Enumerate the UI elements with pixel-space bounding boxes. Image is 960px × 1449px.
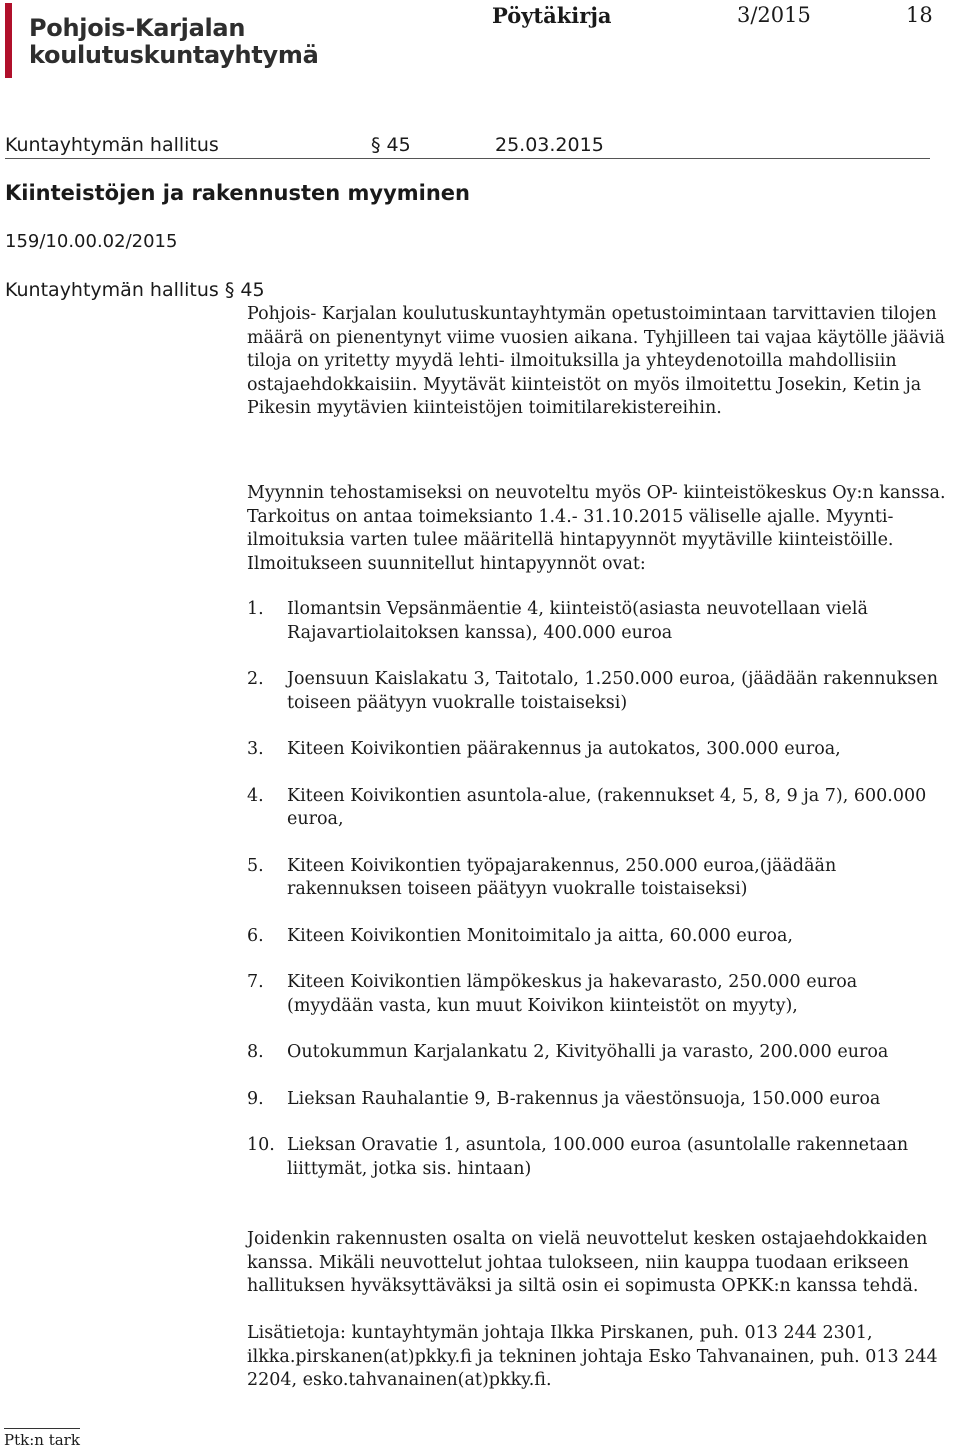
paragraph-negotiations: Joidenkin rakennusten osalta on vielä neuvottelut kesken ostajaehdokkaiden kanssa. Mikäli neuvottelut johtaa tulokseen, niin kauppa tuodaan erikseen hallituksen hyväksyttäväksi ja siltä osin ei sopimusta OPKK:n kanssa tehdä.	[247, 1229, 928, 1296]
list-item-number: 5.	[247, 855, 264, 876]
list-item-text: Kiteen Koivikontien Monitoimitalo ja aitta, 60.000 euroa,	[287, 925, 793, 946]
list-item-number: 9.	[247, 1088, 264, 1109]
list-item	[247, 598, 947, 645]
list-item	[247, 1134, 947, 1181]
meeting-date: 25.03.2015	[495, 134, 604, 156]
organization-logo	[5, 3, 319, 81]
list-item-text: Outokummun Karjalankatu 2, Kivityöhalli ja varasto, 200.000 euroa	[287, 1042, 889, 1062]
list-item-number: 8.	[247, 1042, 264, 1062]
meeting-body: Kuntayhtymän hallitus	[5, 134, 219, 156]
list-item-number: 6.	[247, 925, 264, 946]
page-number: 18	[906, 3, 933, 27]
list-item-text: Ilomantsin Vepsänmäentie 4, kiinteistö(asiasta neuvotellaan vielä Rajavartiolaitoksen kanssa), 400.000 euroa	[287, 599, 868, 643]
section-number: § 45	[371, 134, 411, 156]
paragraph-sales: Myynnin tehostamiseksi on neuvoteltu myös OP- kiinteistökeskus Oy:n kanssa. Tarkoitus on antaa toimeksianto 1.4.- 31.10.2015 väliselle ajalle. Myynti-ilmoituksia varten tulee määritellä hintapyynnöt myytäville kiinteistöille. Ilmoitukseen suunnitellut hintapyynnöt ovat:	[247, 483, 946, 574]
list-item-text: Lieksan Rauhalantie 9, B-rakennus ja väestönsuoja, 150.000 euroa	[287, 1088, 881, 1109]
list-item-text: Joensuun Kaislakatu 3, Taitotalo, 1.250.000 euroa, (jäädään rakennuksen toiseen päätyyn vuokralle toistaiseksi)	[287, 669, 938, 713]
meeting-meta-row	[5, 134, 930, 159]
logo-bar	[5, 3, 12, 78]
list-item-text: Kiteen Koivikontien lämpökeskus ja hakevarasto, 250.000 euroa (myydään vasta, kun muut Koivikon kiinteistöt on myyty),	[287, 972, 858, 1016]
list-item-number: 4.	[247, 785, 264, 806]
body-reference: Kuntayhtymän hallitus § 45	[5, 279, 265, 301]
logo-line-1: Pohjois-Karjalan	[29, 14, 246, 42]
price-list	[247, 598, 947, 1204]
list-item	[247, 925, 947, 949]
list-item-number: 1.	[247, 599, 264, 619]
list-item-text: Lieksan Oravatie 1, asuntola, 100.000 euroa (asuntolalle rakennetaan liittymät, jotka sis. hintaan)	[287, 1135, 909, 1179]
list-item-number: 7.	[247, 972, 264, 992]
document-type: Pöytäkirja	[492, 3, 612, 28]
list-item	[247, 855, 947, 902]
reference-number: 159/10.00.02/2015	[5, 231, 178, 252]
logo-line-2: koulutuskuntayhtymä	[29, 41, 319, 69]
page-title: Kiinteistöjen ja rakennusten myyminen	[5, 181, 470, 205]
list-item-text: Kiteen Koivikontien asuntola-alue, (rakennukset 4, 5, 8, 9 ja 7), 600.000 euroa,	[287, 785, 927, 829]
list-item	[247, 971, 947, 1018]
list-item-number: 2.	[247, 669, 264, 689]
list-item-number: 10.	[247, 1135, 275, 1155]
list-item	[247, 1041, 947, 1065]
list-item	[247, 1088, 947, 1112]
list-item-number: 3.	[247, 739, 264, 759]
list-item	[247, 738, 947, 762]
paragraph-intro: Pohjois- Karjalan koulutuskuntayhtymän opetustoimintaan tarvittavien tilojen määrä on pienentynyt viime vuosien aikana. Tyhjilleen tai vajaa käytölle jääviä tiloja on yritetty myydä lehti- ilmoituksilla ja yhteydenotoilla mahdollisiin ostajaehdokkaisiin. Myytävät kiinteistöt on myös ilmoitettu Josekin, Ketin ja Pikesin myytävien kiinteistöjen toimitilarekistereihin.	[247, 304, 946, 418]
list-item-text: Kiteen Koivikontien työpajarakennus, 250.000 euroa,(jäädään rakennuksen toiseen päätyyn vuokralle toistaiseksi)	[287, 855, 837, 899]
document-number: 3/2015	[737, 3, 811, 27]
list-item	[247, 668, 947, 715]
list-item	[247, 785, 947, 832]
list-item-text: Kiteen Koivikontien päärakennus ja autokatos, 300.000 euroa,	[287, 739, 841, 759]
minutes-checker-label: Ptk:n tark	[4, 1428, 80, 1449]
paragraph-contacts: Lisätietoja: kuntayhtymän johtaja Ilkka Pirskanen, puh. 013 244 2301, ilkka.pirskanen(at)pkky.fi ja tekninen johtaja Esko Tahvanainen, puh. 013 244 2204, esko.tahvanainen(at)pkky.fi.	[247, 1323, 938, 1390]
